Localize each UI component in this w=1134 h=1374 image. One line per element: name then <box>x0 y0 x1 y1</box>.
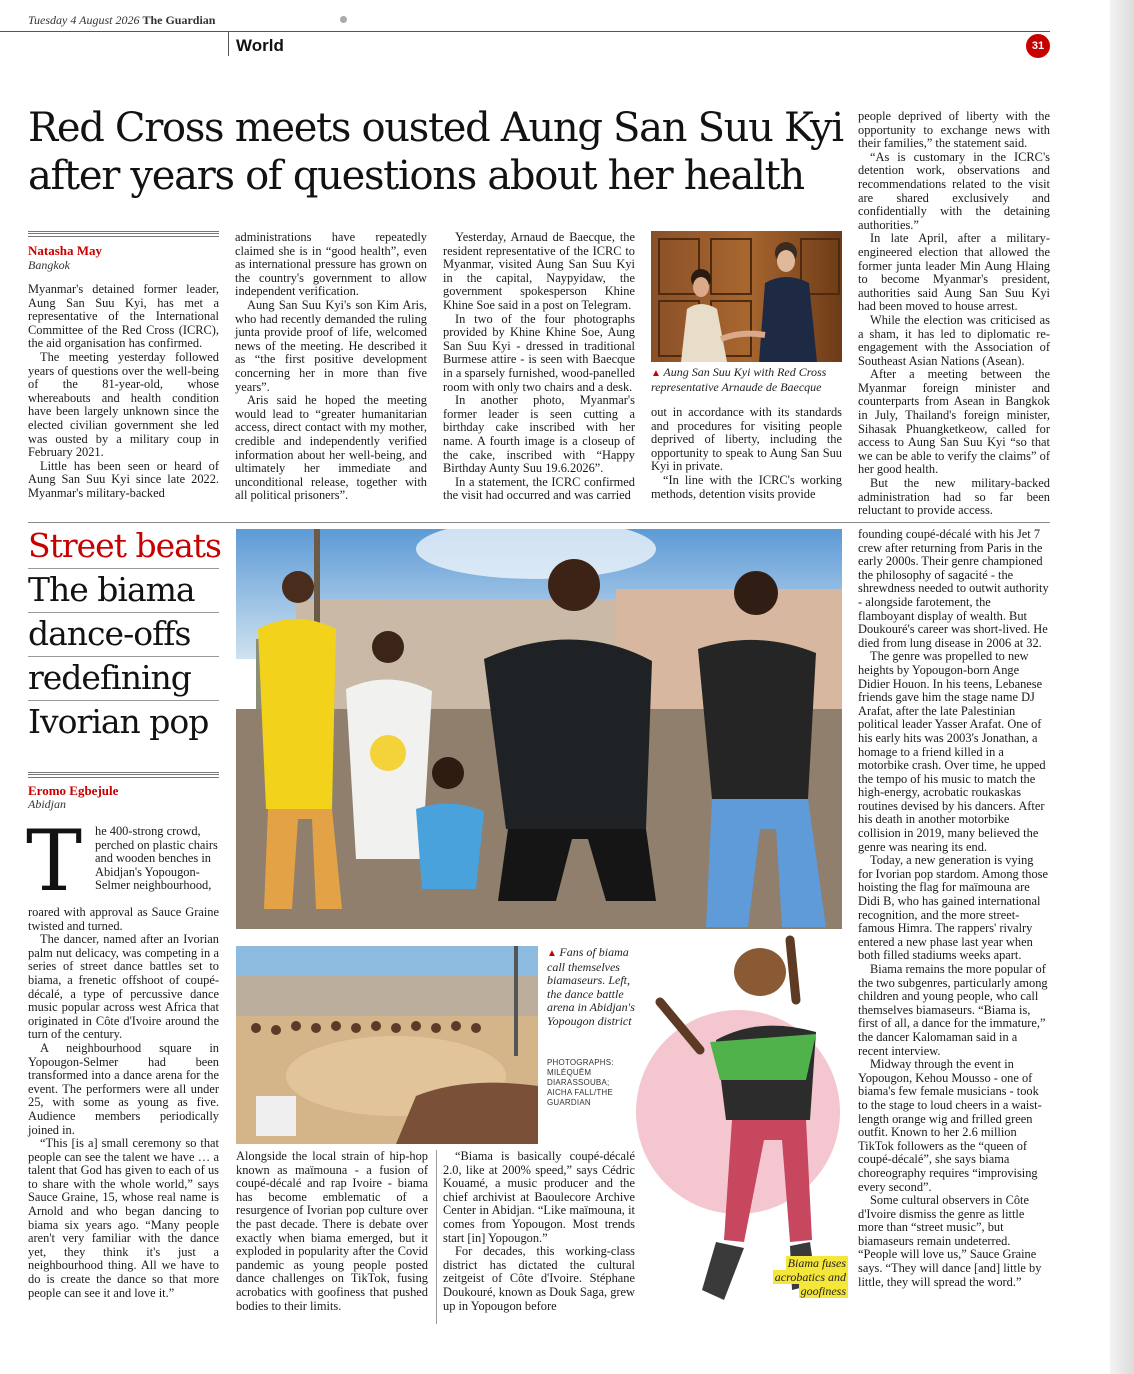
story1-para: “In line with the ICRC's working methods, detention visits provide <box>651 472 842 501</box>
dancer-caption: Biama fuses acrobatics and goofiness <box>774 1256 846 1298</box>
story2-byline-rule <box>28 772 219 778</box>
story1-column-3 <box>443 231 635 503</box>
caption-triangle-icon: ▲ <box>651 368 664 379</box>
story1-para: “As is customary in the ICRC's detention work, observations and recommendations related to the visit are shared exclusively and confidentially with the detaining authorities.” <box>858 149 1050 232</box>
section-label: World <box>236 36 284 55</box>
drop-cap: T <box>26 812 83 910</box>
story1-para: Aris said he hoped the meeting would lead to “greater humanitarian access, direct contact with my mother, credible and independently verified information about her well-being, and ultimately her immediate and unconditional release, together with all political prisoners”. <box>235 393 427 503</box>
story2-para: Some cultural observers in Côte d'Ivoire dismiss the genre as little more than “street music”, but biamaseurs remain undeterred. “People will love us,” Sauce Graine says. “They will dance [and] little by little, they will spread the word.” <box>858 1193 1042 1289</box>
story2-headline-line: Ivorian pop <box>28 702 209 741</box>
suu-kyi-photo-illustration <box>651 231 842 362</box>
story1-para: After a meeting between the Myanmar foreign minister and counterparts from Asean in Bangkok in July, Thailand's foreign minister, Sihasak Phuangketkeow, called for access to Aung San Suu Kyi “so that we can be able to verify the claims” of her good health. <box>858 367 1050 477</box>
story1-byline-rule <box>28 231 219 237</box>
story1-para: In two of the four photographs provided by Khine Khine Soe, Aung San Suu Kyi - dressed in traditional Burmese attire - is seen with Baecque in a sparsely furnished, wood-panelled room with only two chairs and a desk. <box>443 311 635 394</box>
story1-para: While the election was criticised as a sham, it has led to diplomatic re-engagement with the Association of Southeast Asian Nations (Asean). <box>858 312 1050 368</box>
story1-para: out in accordance with its standards and procedures for visiting people deprived of liberty, including the opportunity to speak to Aung San Suu Kyi in private. <box>651 405 842 474</box>
column-divider <box>436 1150 437 1324</box>
headline-rule <box>28 656 219 657</box>
story2-para: Today, a new generation is vying for Ivorian pop stardom. Among those hoisting the flag for maïmouna are Didi B, who has gained international recognition, and the more street-famous Himra. The rappers' rivalry entered a new phase last year when both filled stadiums weeks apart. <box>858 853 1048 963</box>
story2-para: Biama remains the more popular of the two subgenres, particularly among children and young people, who call themselves biamaseurs. “Biama is, first of all, a dance for the immature,” the dancer Kalomaman said in a recent interview. <box>858 962 1048 1058</box>
page-edge <box>1110 0 1134 1374</box>
story2-para: roared with approval as Sauce Graine twisted and turned. <box>28 905 219 933</box>
biama-dancers-photo <box>236 529 842 929</box>
story2-column-3 <box>443 1150 635 1313</box>
story1-para: Yesterday, Arnaud de Baecque, the resident representative of the ICRC to Myanmar, visited Aung San Suu Kyi in the capital, Naypyidaw, the government spokesperson Khine Khine Soe said in a post on Telegram. <box>443 230 635 312</box>
story2-para: Midway through the event in Yopougon, Kehou Mousso - one of biama's few female musicians - took to the stage to loud cheers in a waist-length orange wig and frilled green outfit. Known to her 2.6 million TikTok followers as the “queen of coupé-décalé”, she says biama choreography requires “improvising every second”. <box>858 1057 1042 1194</box>
biama-dancers-illustration <box>236 529 842 929</box>
story1-para: Aung San Suu Kyi's son Kim Aris, who had recently demanded the ruling junta provide proof of life, welcomed news of the meeting. He described it as “the first positive development concerning her in more than five years”. <box>235 297 427 394</box>
story1-para: Little has been seen or heard of Aung San Suu Kyi since late 2022. Myanmar's military-backed <box>28 458 219 500</box>
story1-column-4 <box>651 406 842 501</box>
masthead-dot <box>340 16 347 23</box>
headline-rule <box>28 700 219 701</box>
story2-para: founding coupé-décalé with his Jet 7 crew after returning from Paris in the early 2000s. Their genre championed the philosophy of sagacité - the shrewdness needed to outwit authority - alongside farotement, the flamboyant display of wealth. But Doukouré's career was short-lived. He died from lung disease in 2006 at 32. <box>858 527 1049 650</box>
story1-para: In a statement, the ICRC confirmed the visit had occurred and was carried <box>443 474 635 503</box>
dance-arena-illustration <box>236 946 538 1144</box>
story2-photo-caption: ▲ Fans of biama call themselves biamaseurs. Left, the dance battle arena in Abidjan's Yopougon district <box>547 945 635 1028</box>
paper-name: The Guardian <box>142 13 216 27</box>
story2-lead: he 400-strong crowd, perched on plastic chairs and wooden benches in Abidjan's Yopougon-Selmer neighbourhood, <box>95 824 218 893</box>
story2-para: The dancer, named after an Ivorian palm nut delicacy, was competing in a series of street dance battles set to biama, a frenetic offshoot of coupé-décalé, a type of percussive dance music popular across west Africa that originated in Côte d'Ivoire around the turn of the century. <box>28 932 219 1042</box>
story1-author: Natasha May <box>28 243 103 258</box>
story1-headline-line2: after years of questions about her health <box>28 153 804 199</box>
story2-place: Abidjan <box>28 797 66 811</box>
story1-headline-line1: Red Cross meets ousted Aung San Suu Kyi <box>28 105 843 151</box>
story2-headline-line: dance-offs <box>28 614 191 653</box>
story1-para: administrations have repeatedly claimed she is in “good health”, even as international pressure has grown on the country's government to allow independent verification. <box>235 230 427 299</box>
story2-para: Alongside the local strain of hip-hop known as maïmouna - a fusion of coupé-décalé and rap Ivoire - biama has become emblematic of a resurgence of Ivorian pop culture over the past decade. There is debate over exactly when biama emerged, but it exploded in popularity after the Covid pandemic as young people posted dance challenges on TikTok, fusing acrobatics with goofiness that pushed bodies to their limits. <box>236 1149 428 1313</box>
story2-para: The genre was propelled to new heights by Yopougon-born Ange Didier Houon. In his teens, Lebanese friends gave him the stage name DJ Arafat, after the late Palestinian political leader Yasser Arafat. One of his early hits was 2003's Jonathan, a homage to a friend killed in a motorbike crash. Over time, he upped the tempo of his music to match the high-energy, acrobatic roukaskas routines devised by his dancers. After his death in another motorbike collision in 2019, many believed the genre was nearing its end. <box>858 649 1046 854</box>
story2-kicker: Street beats <box>28 526 221 565</box>
story2-headline-line: redefining <box>28 658 191 697</box>
story2-headline-line: The biama <box>28 570 195 609</box>
story-divider <box>28 522 1050 523</box>
story1-para: But the new military-backed administration had so far been reluctant to provide access. <box>858 476 1050 518</box>
dance-arena-photo <box>236 946 538 1144</box>
suu-kyi-red-cross-photo <box>651 231 842 362</box>
story1-para: In late April, after a military-engineered election that allowed the former junta leader Min Aung Hlaing to become Myanmar's president, authorities said Aung San Suu Kyi had been moved to house arrest. <box>858 231 1050 314</box>
section-divider <box>228 32 229 56</box>
story1-column-2 <box>235 231 427 503</box>
story1-photo-caption: ▲ Aung San Suu Kyi with Red Cross representative Arnaude de Baecque <box>651 365 827 394</box>
masthead-rule <box>0 31 1050 32</box>
story2-para: “Biama is basically coupé-décalé 2.0, like at 200% speed,” says Cédric Kouamé, a music producer and the chief archivist at Baoulecore Archive Center in Abidjan. “Like maïmouna, it comes from Yopougon. Most trends start [in] Yopougon.” <box>443 1149 635 1245</box>
photo-credit: PHOTOGRAPHS: MILÉQUÊM DIARASSOUBA; AICHA FALL/THE GUARDIAN <box>547 1058 614 1107</box>
story2-para: For decades, this working-class district has dictated the cultural zeitgeist of Côte d'Ivoire. Stéphane Doukouré, known as Douk Saga, grew up in Yopougon before <box>443 1244 635 1313</box>
story1-para: The meeting yesterday followed years of questions over the well-being of the 81-year-old, whose whereabouts and health condition have been largely unknown since the elected civilian government she led was ousted by a military coup in February 2021. <box>28 349 219 460</box>
story2-para: “This [is a] small ceremony so that people can see the talent we have … a talent that God has given to each of us to share with the whole world,” says Sauce Graine, 15, whose real name is Arnold and who began dancing to biama six years ago. “Many people aren't very familiar with the dance yet, they think it's just a neighbourhood thing. All we have to do is create the dance so that more people can see it and love it.” <box>28 1136 219 1300</box>
headline-rule <box>28 568 219 569</box>
caption-triangle-icon: ▲ <box>547 948 560 959</box>
headline-rule <box>28 612 219 613</box>
story1-para: people deprived of liberty with the opportunity to exchange news with their families,” the statement said. <box>858 109 1050 151</box>
story1-para: In another photo, Myanmar's former leader is seen cutting a birthday cake inscribed with her name. A fourth image is a closeup of the cake, inscribed with “Happy Birthday Aunty Suu 19.6.2026”. <box>443 393 635 476</box>
story2-column-1 <box>28 906 219 1300</box>
page-number: 31 <box>1026 34 1050 58</box>
story1-para: Myanmar's detained former leader, Aung San Suu Kyi, has met a representative of the International Committee of the Red Cross (ICRC), the aid organisation has confirmed. <box>28 282 219 351</box>
story1-place: Bangkok <box>28 258 70 272</box>
story1-column-5 <box>858 110 1050 518</box>
story1-headline <box>28 104 848 200</box>
story2-author: Eromo Egbejule <box>28 783 119 798</box>
story2-para: A neighbourhood square in Yopougon-Selmer had been transformed into a dance arena for the event. The performers were all under 25, with some as young as five. Audience members periodically joined in. <box>28 1040 219 1137</box>
story2-column-2 <box>236 1150 428 1313</box>
page-date: Tuesday 4 August 2026 The Guardian <box>28 13 216 27</box>
story1-column-1 <box>28 283 219 501</box>
story2-column-4 <box>858 528 1050 1289</box>
